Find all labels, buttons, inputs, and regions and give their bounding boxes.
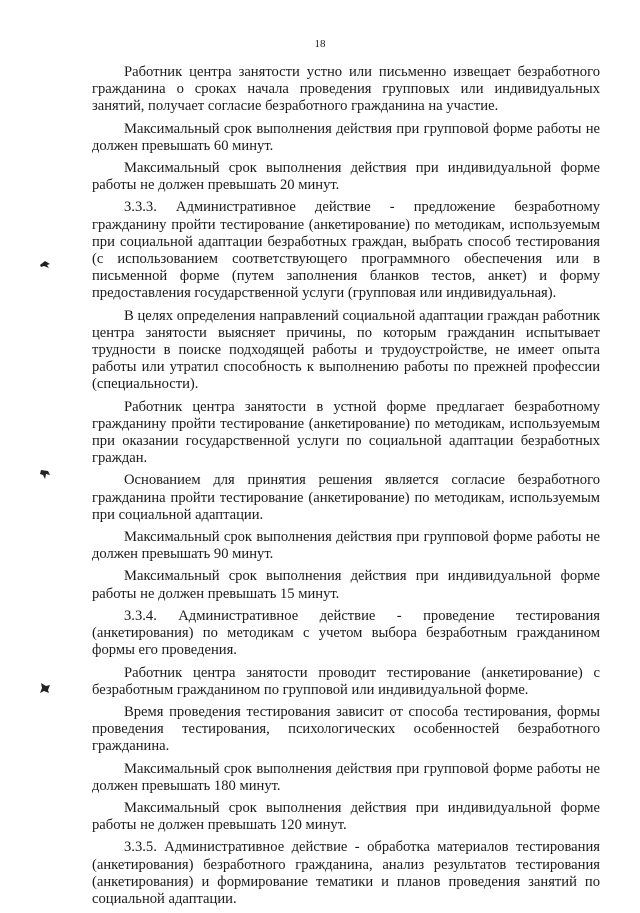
paragraph: Основанием для принятия решения является согласие безработного гражданина пройти тестирование (анкетирование) по методикам, используемым при социальной адаптации.	[92, 472, 600, 523]
page-number: 18	[314, 38, 326, 50]
paragraph: Максимальный срок выполнения действия при индивидуальной форме работы не должен превышать 15 минут.	[92, 568, 600, 602]
document-body	[92, 64, 600, 913]
paragraph: Работник центра занятости проводит тестирование (анкетирование) с безработным гражданином по групповой или индивидуальной форме.	[92, 664, 600, 698]
paragraph: 3.3.5. Административное действие - обработка материалов тестирования (анкетирования) безработного гражданина, анализ результатов тестирования (анкетирования) и формирование тематики и планов проведения занятий по социальной адаптации.	[92, 839, 600, 907]
hole-punch-mark-icon	[38, 467, 52, 481]
paragraph: 3.3.3. Административное действие - предложение безработному гражданину пройти тестирование (анкетирование) по методикам, используемым при социальной адаптации безработных граждан, выбрать способ тестирования (с использованием соответствующего программного обеспечения или в письменной форме (путем заполнения бланков тестов, анкет) и форму предоставления государственной услуги (групповая или индивидуальная).	[92, 199, 600, 302]
paragraph: 3.3.4. Административное действие - проведение тестирования (анкетирования) по методикам с учетом выбора безработным гражданином формы его проведения.	[92, 607, 600, 659]
paragraph: Время проведения тестирования зависит от способа тестирования, формы проведения тестирования, психологических особенностей безработного гражданина.	[92, 703, 600, 755]
paragraph: В целях определения направлений социальной адаптации граждан работник центра занятости выясняет причины, по которым гражданин испытывает трудности в поиске подходящей работы и трудоустройстве, не имеет опыта работы или утратил способность к выполнению работы по прежней профессии (специальности).	[92, 307, 600, 393]
paragraph: Работник центра занятости в устной форме предлагает безработному гражданину пройти тестирование (анкетирование) по методикам, используемым при оказании государственной услуги по социальной адаптации безработных граждан.	[92, 398, 600, 467]
hole-punch-mark-icon	[38, 256, 52, 270]
hole-punch-mark-icon	[38, 681, 52, 695]
paragraph: Работник центра занятости устно или письменно извещает безработного гражданина о сроках начала проведения групповых или индивидуальных занятий, получает согласие безработного гражданина на участие.	[92, 64, 600, 115]
paragraph: Максимальный срок выполнения действия при индивидуальной форме работы не должен превышать 120 минут.	[92, 799, 600, 834]
paragraph: Максимальный срок выполнения действия при групповой форме работы не должен превышать 90 минут.	[92, 529, 600, 563]
paragraph: Максимальный срок выполнения действия при групповой форме работы не должен превышать 60 минут.	[92, 120, 600, 154]
paragraph: Максимальный срок выполнения действия при индивидуальной форме работы не должен превышать 20 минут.	[92, 160, 600, 194]
paragraph: Максимальный срок выполнения действия при групповой форме работы не должен превышать 180 минут.	[92, 760, 600, 794]
